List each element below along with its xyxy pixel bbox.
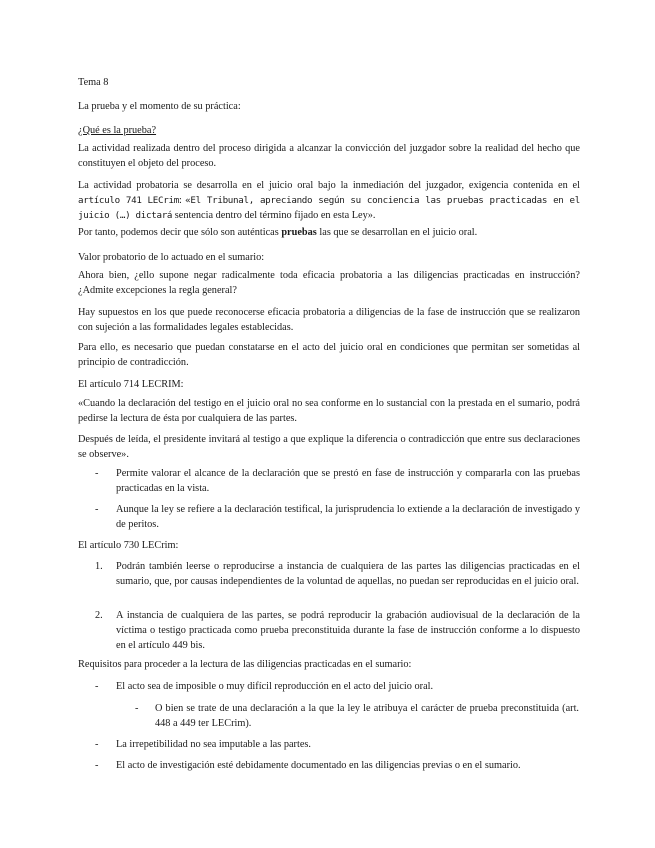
section-title: La prueba y el momento de su práctica: [78,101,241,112]
paragraph-contradiccion: Para ello, es necesario que puedan constatarse en el acto del juicio oral en condiciones que permitan ser sometidas al principio de contradicción. [78,342,580,368]
paragraph-quote-714-cont: Después de leída, el presidente invitará al testigo a que explique la diferencia o contradicción que entre sus declaraciones se observe». [78,434,580,460]
paragraph-supuestos: Hay supuestos en los que puede reconocerse eficacia probatoria a diligencias de la fase de instrucción que se realizaron con sujeción a las formalidades legales establecidas. [78,307,580,333]
list-item-text: O bien se trate de una declaración a la que la ley le atribuya el carácter de prueba preconstituida (art. 448 a 449 ter LECrim). [155,703,579,729]
dash-marker: - [95,681,99,692]
paragraph-quote-714: «Cuando la declaración del testigo en el juicio oral no sea conforme en lo sustancial con la prestada en el sumario, podrá pedirse la lectura de ésta por cualquiera de las partes. [78,398,580,424]
doc-title: Tema 8 [78,77,109,88]
list-item-text: La irrepetibilidad no sea imputable a las partes. [116,739,311,750]
dash-marker: - [135,703,139,714]
dash-marker: - [95,468,99,479]
number-marker: 1. [95,561,103,572]
list-item-text: Aunque la ley se refiere a la declaración testifical, la jurisprudencia lo extiende a la declaración de investigado y de peritos. [116,504,580,530]
list-item-text: El acto sea de imposible o muy difícil reproducción en el acto del juicio oral. [116,681,434,692]
dash-marker: - [95,739,99,750]
numbered-item-text: A instancia de cualquiera de las partes, se podrá reproducir la grabación audiovisual de la declaración de la víctima o testigo practicada como prueba preconstituida durante la fase de instrucción conforme a lo dispuesto en el artículo 449 bis. [116,610,580,651]
paragraph-art741: La actividad probatoria se desarrolla en el juicio oral bajo la inmediación del juzgador, exigencia contenida en el artículo 741 LECrim: «El Tribunal, apreciando según su conciencia las pruebas practicadas en el juicio (…) dictará sentencia dentro del término fijado en esta Ley». [78,180,581,221]
paragraph-definition: La actividad realizada dentro del proceso dirigida a alcanzar la convicción del juzgador sobre la realidad del hecho que constituyen el objeto del proceso. [78,143,580,169]
numbered-item-text: Podrán también leerse o reproducirse a instancia de cualquiera de las partes las diligencias practicadas en el sumario, que, por causas independientes de la voluntad de aquellas, no puedan ser reproducidas en el juicio oral. [116,561,580,587]
subheading-requisitos: Requisitos para proceder a la lectura de las diligencias practicadas en el sumario: [78,659,412,670]
dash-marker: - [95,760,99,771]
question-heading: ¿Qué es la prueba? [78,125,157,136]
list-item-text: Permite valorar el alcance de la declaración que se prestó en fase de instrucción y compararla con las pruebas practicadas en la vista. [116,468,580,494]
subheading-art730: El artículo 730 LECrim: [78,540,179,551]
list-item-text: El acto de investigación esté debidamente documentado en las diligencias previas o en el sumario. [116,760,521,771]
subheading-valor-probatorio: Valor probatorio de lo actuado en el sumario: [78,252,265,263]
dash-marker: - [95,504,99,515]
paragraph-question: Ahora bien, ¿ello supone negar radicalmente toda eficacia probatoria a las diligencias practicadas en instrucción? ¿Admite excepciones la regla general? [78,270,580,296]
subheading-art714: El artículo 714 LECRIM: [78,379,184,390]
number-marker: 2. [95,610,103,621]
paragraph-pruebas: Por tanto, podemos decir que sólo son auténticas pruebas las que se desarrollan en el juicio oral. [78,227,478,238]
